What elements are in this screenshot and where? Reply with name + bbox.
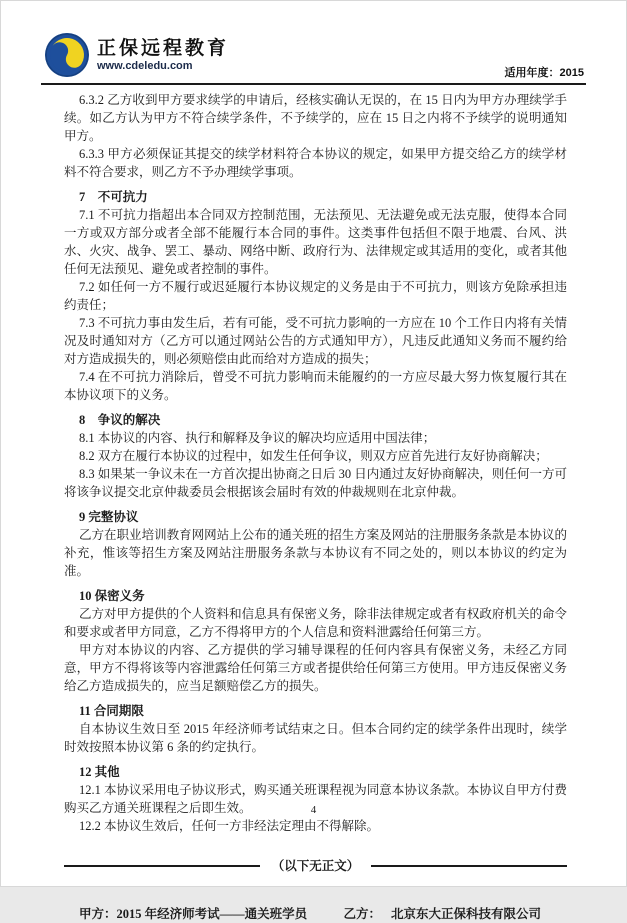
signature-row xyxy=(64,905,567,923)
brand-title: 正保远程教育 xyxy=(97,37,230,59)
paragraph: 7.1 不可抗力指超出本合同双方控制范围，无法预见、无法避免或无法克服，使得本合同一方或双方部分或者全部不能履行本合同的事件。这类事件包括但不限于地震、台风、洪水、火灾、战争、罢工、暴动、网络中断、政府行为、法律规定或其适用的变化，或者其他任何无法预见、避免或者控制的事件。 xyxy=(64,208,567,276)
party-b-value: 北京东大正保科技有限公司 xyxy=(390,907,541,921)
paragraph: 12.2 本协议生效后，任何一方非经法定理由不得解除。 xyxy=(79,819,380,833)
party-b-label: 乙方： xyxy=(343,907,381,921)
paragraph: 自本协议生效日至 2015 年经济师考试结束之日。但本合同约定的续学条件出现时，续学时效按照本协议第 6 条的约定执行。 xyxy=(64,722,567,754)
party-a-signature xyxy=(79,905,307,923)
section-heading: 11 合同期限 xyxy=(79,704,144,718)
paragraph: 6.3.2 乙方收到甲方要求续学的申请后，经核实确认无误的，在 15 日内为甲方办理续学手续。如乙方认为甲方不符合续学条件，不予续学的，应在 15 日之内将不予续学的说明通知甲方。 xyxy=(64,93,567,143)
page-number: 4 xyxy=(310,804,317,816)
section-heading: 10 保密义务 xyxy=(79,589,145,603)
no-more-text-separator xyxy=(64,857,567,875)
paragraph: 乙方在职业培训教育网网站上公布的通关班的招生方案及网站的注册服务条款是本协议的补充，惟该等招生方案及网站注册服务条款与本协议有不同之处的，则以本协议的约定为准。 xyxy=(64,528,567,578)
brand-logo xyxy=(45,33,229,77)
paragraph: 12.1 本协议采用电子协议形式，购买通关班课程视为同意本协议条款。本协议自甲方付费购买乙方通关班课程之后即生效。 xyxy=(64,783,567,815)
paragraph: 甲方对本协议的内容、乙方提供的学习辅导课程的任何内容具有保密义务，未经乙方同意，甲方不得将该等内容泄露给任何第三方或者提供给任何第三方使用。甲方违反保密义务给乙方造成损失的，应当足额赔偿乙方的损失。 xyxy=(64,643,567,693)
document-body xyxy=(64,91,567,923)
section-heading: 8 争议的解决 xyxy=(79,413,161,427)
brand-text xyxy=(97,38,229,73)
separator-line-right xyxy=(371,865,567,867)
section-heading: 9 完整协议 xyxy=(79,510,139,524)
paragraph: 6.3.3 甲方必须保证其提交的续学材料符合本协议的规定，如果甲方提交给乙方的续学材料不符合要求，则乙方不予办理续学事项。 xyxy=(64,147,567,179)
paragraph: 7.3 不可抗力事由发生后，若有可能，受不可抗力影响的一方应在 10 个工作日内将有关情况及时通知对方（乙方可以通过网站公告的方式通知甲方），凡违反此通知义务而不履约给对方造成损失的，则必须赔偿由此而给对方造成的损失； xyxy=(64,316,567,366)
paragraph: 8.2 双方在履行本协议的过程中，如发生任何争议，则双方应首先进行友好协商解决； xyxy=(79,449,548,463)
paragraph: 8.1 本协议的内容、执行和解释及争议的解决均应适用中国法律； xyxy=(79,431,436,445)
section-heading: 12 其他 xyxy=(79,765,120,779)
paragraph: 7.4 在不可抗力消除后，曾受不可抗力影响而未能履约的一方应尽最大努力恢复履行其在本协议项下的义务。 xyxy=(64,370,567,402)
document-blocks xyxy=(64,91,567,835)
page-header xyxy=(41,29,586,85)
party-b-signature xyxy=(343,905,541,923)
paragraph: 8.3 如果某一争议未在一方首次提出协商之日后 30 日内通过友好协商解决，则任何一方可将该争议提交北京仲裁委员会根据该会届时有效的仲裁规则在北京仲裁。 xyxy=(64,467,567,499)
party-a-value: 2015 年经济师考试——通关班学员 xyxy=(116,907,308,921)
separator-label: （以下无正文） xyxy=(271,859,360,873)
applicable-year-label: 适用年度：2015 xyxy=(504,67,584,79)
section-heading: 7 不可抗力 xyxy=(79,190,148,204)
party-a-label: 甲方： xyxy=(79,907,117,921)
swirl-globe-icon xyxy=(45,33,89,77)
separator-line-left xyxy=(64,865,260,867)
paragraph: 乙方对甲方提供的个人资料和信息具有保密义务，除非法律规定或者有权政府机关的命令和要求或者甲方同意，乙方不得将甲方的个人信息和资料泄露给任何第三方。 xyxy=(64,607,567,639)
brand-url: www.cdeledu.com xyxy=(97,59,193,72)
paragraph: 7.2 如任何一方不履行或迟延履行本协议规定的义务是由于不可抗力，则该方免除承担违约责任； xyxy=(64,280,567,312)
